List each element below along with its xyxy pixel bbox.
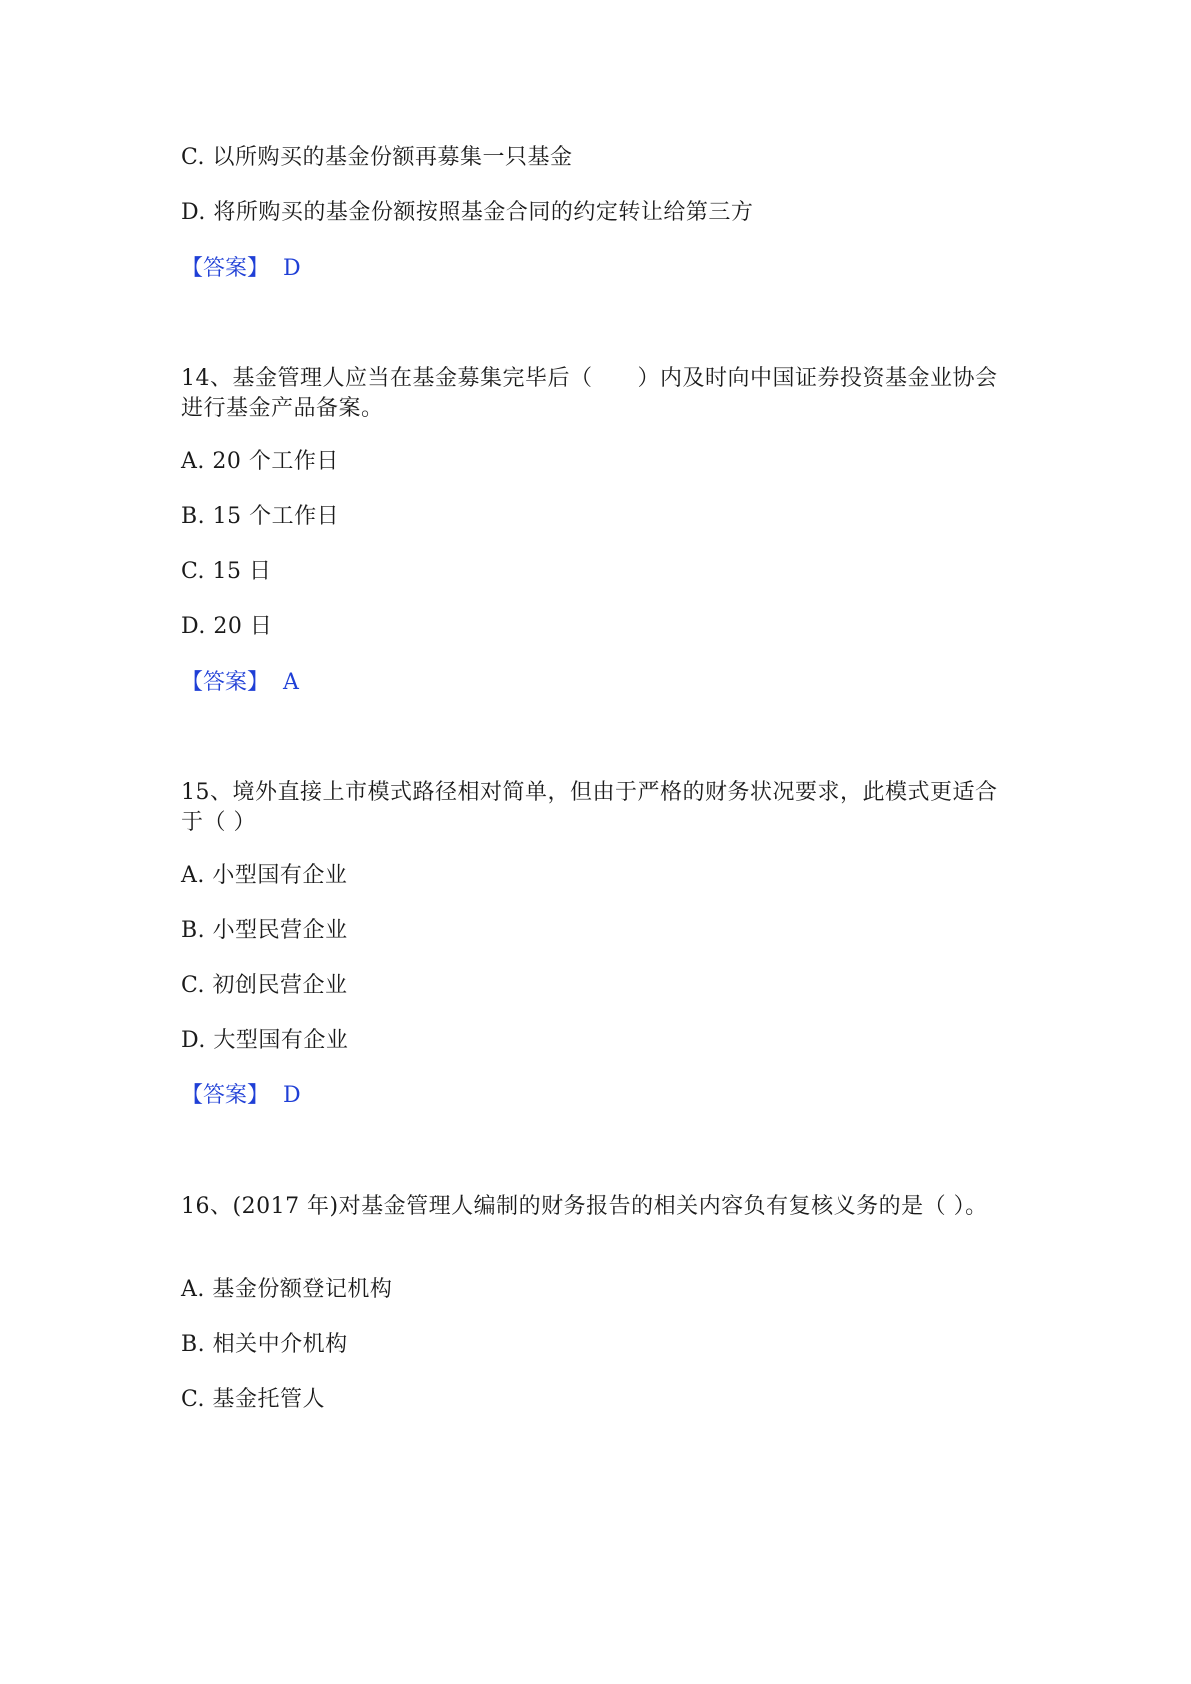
answer-value: A <box>283 670 299 695</box>
q14-option-d: D. 20 日 <box>181 614 273 639</box>
q15-answer <box>181 1081 301 1111</box>
q14-option-c: C. 15 日 <box>181 559 272 584</box>
q16-option-b: B. 相关中介机构 <box>181 1332 348 1357</box>
q15-stem: 15、境外直接上市模式路径相对简单，但由于严格的财务状况要求，此模式更适合于（ ） <box>181 780 998 835</box>
q14-answer <box>181 668 299 698</box>
answer-value: D <box>283 1083 301 1108</box>
answer-value: D <box>283 256 301 281</box>
q13-answer <box>181 254 301 284</box>
q15-option-c: C. 初创民营企业 <box>181 973 348 998</box>
q16-option-c: C. 基金托管人 <box>181 1387 326 1412</box>
q14-option-a: A. 20 个工作日 <box>181 449 339 474</box>
q15-option-d: D. 大型国有企业 <box>181 1028 349 1053</box>
q15-option-a: A. 小型国有企业 <box>181 863 348 888</box>
q14-option-b: B. 15 个工作日 <box>181 504 340 529</box>
answer-label: 【答案】 <box>181 256 270 281</box>
q13-option-c: C. 以所购买的基金份额再募集一只基金 <box>181 145 573 170</box>
q13-option-d: D. 将所购买的基金份额按照基金合同的约定转让给第三方 <box>181 200 754 225</box>
q15-option-b: B. 小型民营企业 <box>181 918 348 943</box>
answer-label: 【答案】 <box>181 670 270 695</box>
q16-stem: 16、(2017 年)对基金管理人编制的财务报告的相关内容负有复核义务的是（ ）。 <box>181 1194 988 1219</box>
q16-option-a: A. 基金份额登记机构 <box>181 1277 393 1302</box>
answer-label: 【答案】 <box>181 1083 270 1108</box>
q14-stem: 14、基金管理人应当在基金募集完毕后（ ）内及时向中国证券投资基金业协会进行基金产品备案。 <box>181 366 998 421</box>
